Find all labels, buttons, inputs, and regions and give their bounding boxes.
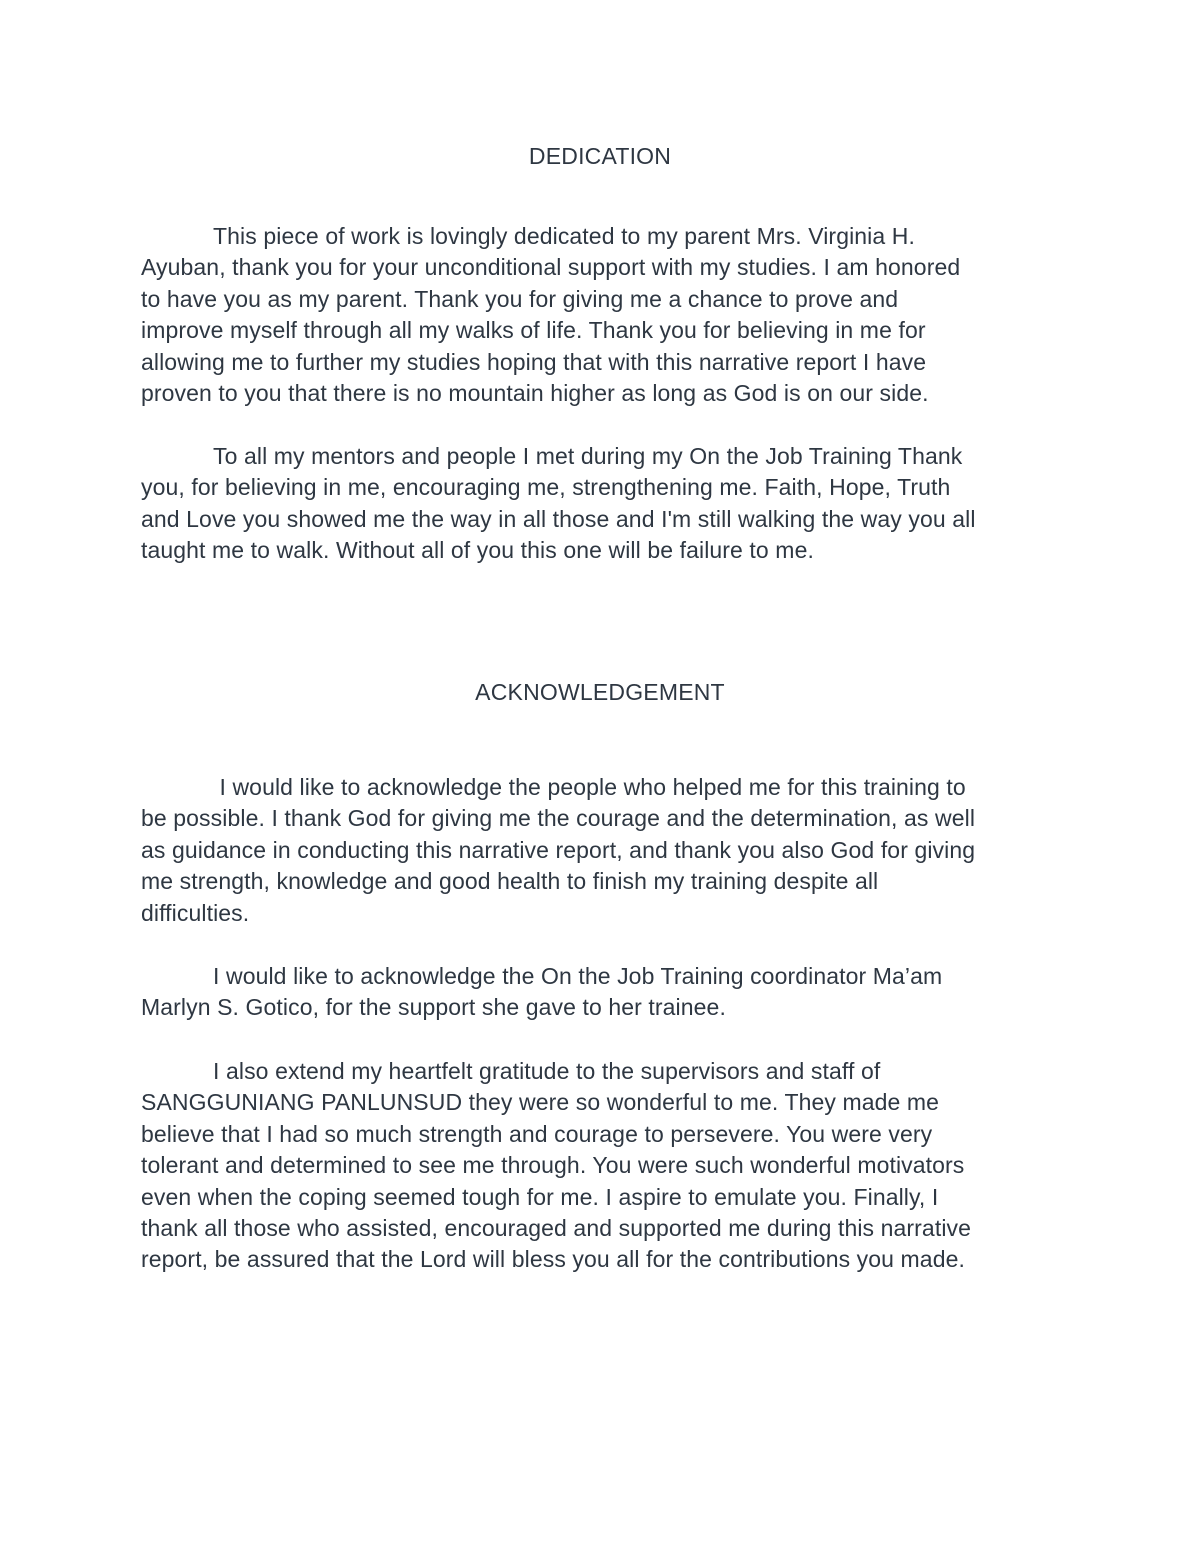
acknowledgement-title: ACKNOWLEDGEMENT [475, 679, 725, 705]
text-line: taught me to walk. Without all of you this one will be failure to me. [141, 537, 814, 564]
text-line: believe that I had so much strength and courage to persevere. You were very [141, 1120, 933, 1147]
text-line: I would like to acknowledge the people who helped me for this training to [213, 774, 966, 800]
acknowledgement-paragraph-3 [141, 1056, 1081, 1276]
text-line: Marlyn S. Gotico, for the support she gave to her trainee. [141, 994, 726, 1021]
text-line: I also extend my heartfelt gratitude to the supervisors and staff of [213, 1058, 881, 1084]
text-line: be possible. I thank God for giving me the courage and the determination, as well [141, 805, 976, 832]
text-line: allowing me to further my studies hoping that with this narrative report I have [141, 348, 927, 375]
dedication-paragraph-1 [141, 221, 1081, 409]
acknowledgement-paragraph-2 [141, 961, 1081, 1024]
text-line: thank all those who assisted, encouraged and supported me during this narrative [141, 1215, 972, 1242]
text-line: to have you as my parent. Thank you for giving me a chance to prove and [141, 285, 899, 312]
text-line: I would like to acknowledge the On the Job Training coordinator Ma’am [213, 963, 943, 989]
text-line: To all my mentors and people I met during my On the Job Training Thank [213, 443, 963, 469]
text-line: tolerant and determined to see me through. You were such wonderful motivators [141, 1152, 965, 1179]
text-line: This piece of work is lovingly dedicated to my parent Mrs. Virginia H. [213, 223, 915, 249]
text-line: report, be assured that the Lord will bless you all for the contributions you made. [141, 1246, 965, 1273]
text-line: you, for believing in me, encouraging me, strengthening me. Faith, Hope, Truth [141, 474, 951, 501]
text-line: proven to you that there is no mountain higher as long as God is on our side. [141, 380, 929, 407]
text-line: Ayuban, thank you for your unconditional support with my studies. I am honored [141, 254, 961, 281]
text-line: improve myself through all my walks of life. Thank you for believing in me for [141, 317, 926, 344]
text-line: even when the coping seemed tough for me. I aspire to emulate you. Finally, I [141, 1183, 939, 1210]
text-line: and Love you showed me the way in all those and I'm still walking the way you all [141, 505, 976, 532]
dedication-title: DEDICATION [528, 143, 672, 169]
acknowledgement-paragraph-1 [141, 772, 1081, 929]
text-line: SANGGUNIANG PANLUNSUD they were so wonderful to me. They made me [141, 1089, 940, 1116]
dedication-paragraph-2 [141, 441, 1081, 567]
text-line: as guidance in conducting this narrative report, and thank you also God for giving [141, 836, 976, 863]
text-line: me strength, knowledge and good health to finish my training despite all [141, 868, 879, 895]
text-line: difficulties. [141, 899, 250, 926]
